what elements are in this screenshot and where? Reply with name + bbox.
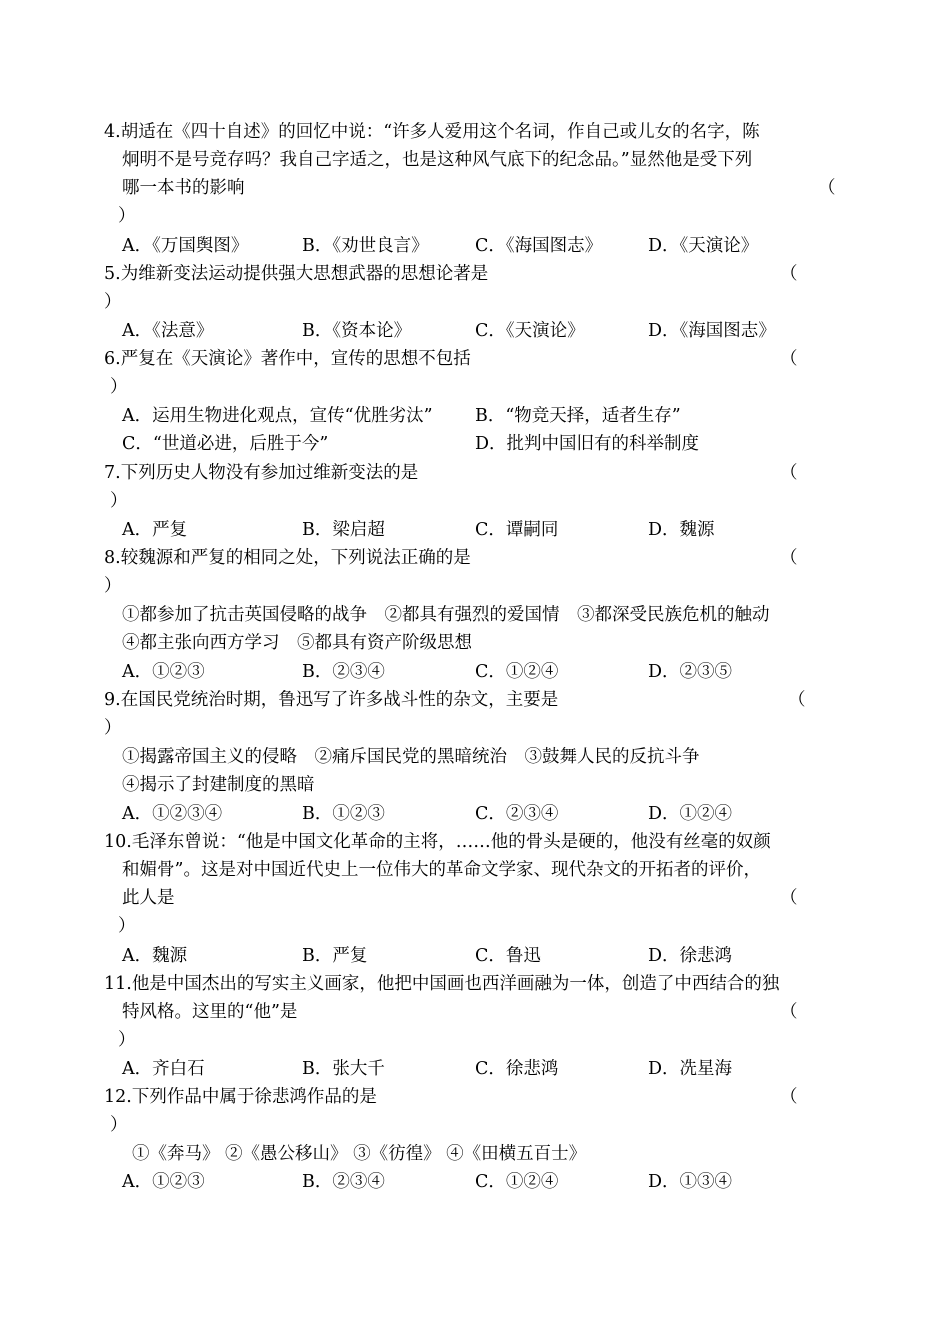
question-8-option-a: A．①②③ (122, 662, 205, 682)
question-7-option-a: A．严复 (122, 520, 188, 540)
question-10-option-c: C．鲁迅 (475, 946, 541, 966)
question-12-item-line-1: ①《奔马》 ②《愚公移山》 ③《彷徨》 ④《田横五百士》 (132, 1144, 587, 1164)
question-4-stem-line-2: 炯明不是号竞存吗？我自己字适之，也是这种风气底下的纪念品。”显然他是受下列 (122, 150, 753, 170)
question-12-answer-paren-close: ） (110, 1115, 128, 1135)
question-9-stem: 9.在国民党统治时期，鲁迅写了许多战斗性的杂文，主要是 (104, 690, 559, 710)
question-10-stem-line-2: 和媚骨”。这是对中国近代史上一位伟大的革命文学家、现代杂文的开拓者的评价， (122, 860, 761, 880)
question-8-option-d: D．②③⑤ (648, 662, 733, 682)
question-10-answer-paren-close: ） (118, 916, 136, 936)
question-4-option-b: B．《劝世良言》 (302, 236, 429, 256)
question-5-option-b: B．《资本论》 (302, 321, 412, 341)
question-5-answer-paren-close: ） (104, 292, 122, 312)
question-11-option-c: C．徐悲鸿 (475, 1059, 559, 1079)
question-6-option-a: A．运用生物进化观点，宣传“优胜劣汰” (122, 406, 433, 426)
question-9-option-d: D．①②④ (648, 804, 733, 824)
question-12-stem: 12.下列作品中属于徐悲鸿作品的是 (104, 1087, 377, 1107)
question-6-stem: 6.严复在《天演论》著作中，宣传的思想不包括 (104, 349, 471, 369)
question-10-stem-line-3: 此人是 (122, 888, 175, 908)
question-12-option-b: B．②③④ (302, 1172, 385, 1192)
question-10-option-b: B．严复 (302, 946, 368, 966)
question-5-stem: 5.为维新变法运动提供强大思想武器的思想论著是 (104, 264, 489, 284)
question-12-option-a: A．①②③ (122, 1172, 205, 1192)
question-9-option-c: C．②③④ (475, 804, 559, 824)
question-9-option-a: A．①②③④ (122, 804, 223, 824)
question-10-stem-line-1: 10.毛泽东曾说：“他是中国文化革命的主将，……他的骨头是硬的，他没有丝毫的奴颜 (104, 832, 771, 852)
question-11-stem-line-1: 11.他是中国杰出的写实主义画家，他把中国画也西洋画融为一体，创造了中西结合的独 (104, 974, 780, 994)
question-11-option-a: A．齐白石 (122, 1059, 205, 1079)
question-6-option-d: D．批判中国旧有的科举制度 (475, 434, 700, 454)
question-7-answer-paren-close: ） (110, 491, 128, 511)
question-8-item-line-1: ①都参加了抗击英国侵略的战争 ②都具有强烈的爱国情 ③都深受民族危机的触动 (122, 605, 770, 625)
question-8-option-b: B．②③④ (302, 662, 385, 682)
question-12-option-c: C．①②④ (475, 1172, 559, 1192)
question-7-option-c: C．谭嗣同 (475, 520, 559, 540)
question-11-option-d: D．冼星海 (648, 1059, 733, 1079)
question-4-stem-line-1: 4.胡适在《四十自述》的回忆中说：“许多人爱用这个名词，作自己或儿女的名字，陈 (104, 122, 760, 142)
question-10-answer-paren-open: （ (780, 888, 798, 908)
question-10-option-a: A．魏源 (122, 946, 188, 966)
question-9-item-line-2: ④揭示了封建制度的黑暗 (122, 775, 315, 795)
question-4-answer-paren-open: （ (818, 178, 836, 198)
question-4-option-a: A．《万国舆图》 (122, 236, 249, 256)
question-9-item-line-1: ①揭露帝国主义的侵略 ②痛斥国民党的黑暗统治 ③鼓舞人民的反抗斗争 (122, 747, 700, 767)
question-11-answer-paren-close: ） (118, 1030, 136, 1050)
question-4-option-d: D．《天演论》 (648, 236, 759, 256)
question-7-option-d: D．魏源 (648, 520, 715, 540)
question-7-option-b: B．梁启超 (302, 520, 385, 540)
question-9-answer-paren-close: ） (104, 718, 122, 738)
question-6-answer-paren-open: （ (780, 349, 798, 369)
question-5-option-d: D．《海国图志》 (648, 321, 776, 341)
question-6-answer-paren-close: ） (110, 377, 128, 397)
question-10-option-d: D．徐悲鸿 (648, 946, 733, 966)
question-11-answer-paren-open: （ (780, 1002, 798, 1022)
question-5-option-a: A．《法意》 (122, 321, 214, 341)
question-11-option-b: B．张大千 (302, 1059, 385, 1079)
question-7-stem: 7.下列历史人物没有参加过维新变法的是 (104, 463, 419, 483)
question-8-item-line-2: ④都主张向西方学习 ⑤都具有资产阶级思想 (122, 633, 472, 653)
question-8-answer-paren-open: （ (780, 548, 798, 568)
question-4-stem-line-3: 哪一本书的影响 (122, 178, 245, 198)
question-8-stem: 8.较魏源和严复的相同之处，下列说法正确的是 (104, 548, 471, 568)
question-4-option-c: C．《海国图志》 (475, 236, 603, 256)
question-5-answer-paren-open: （ (780, 264, 798, 284)
question-8-option-c: C．①②④ (475, 662, 559, 682)
question-4-answer-paren-close: ） (118, 206, 136, 226)
question-12-answer-paren-open: （ (780, 1087, 798, 1107)
question-5-option-c: C．《天演论》 (475, 321, 585, 341)
question-7-answer-paren-open: （ (780, 463, 798, 483)
question-6-option-c: C．“世道必进，后胜于今” (122, 434, 329, 454)
question-9-answer-paren-open: （ (788, 690, 806, 710)
question-8-answer-paren-close: ） (104, 576, 122, 596)
question-12-option-d: D．①③④ (648, 1172, 733, 1192)
question-9-option-b: B．①②③ (302, 804, 385, 824)
question-11-stem-line-2: 特风格。这里的“他”是 (122, 1002, 298, 1022)
question-6-option-b: B．“物竞天择，适者生存” (475, 406, 681, 426)
